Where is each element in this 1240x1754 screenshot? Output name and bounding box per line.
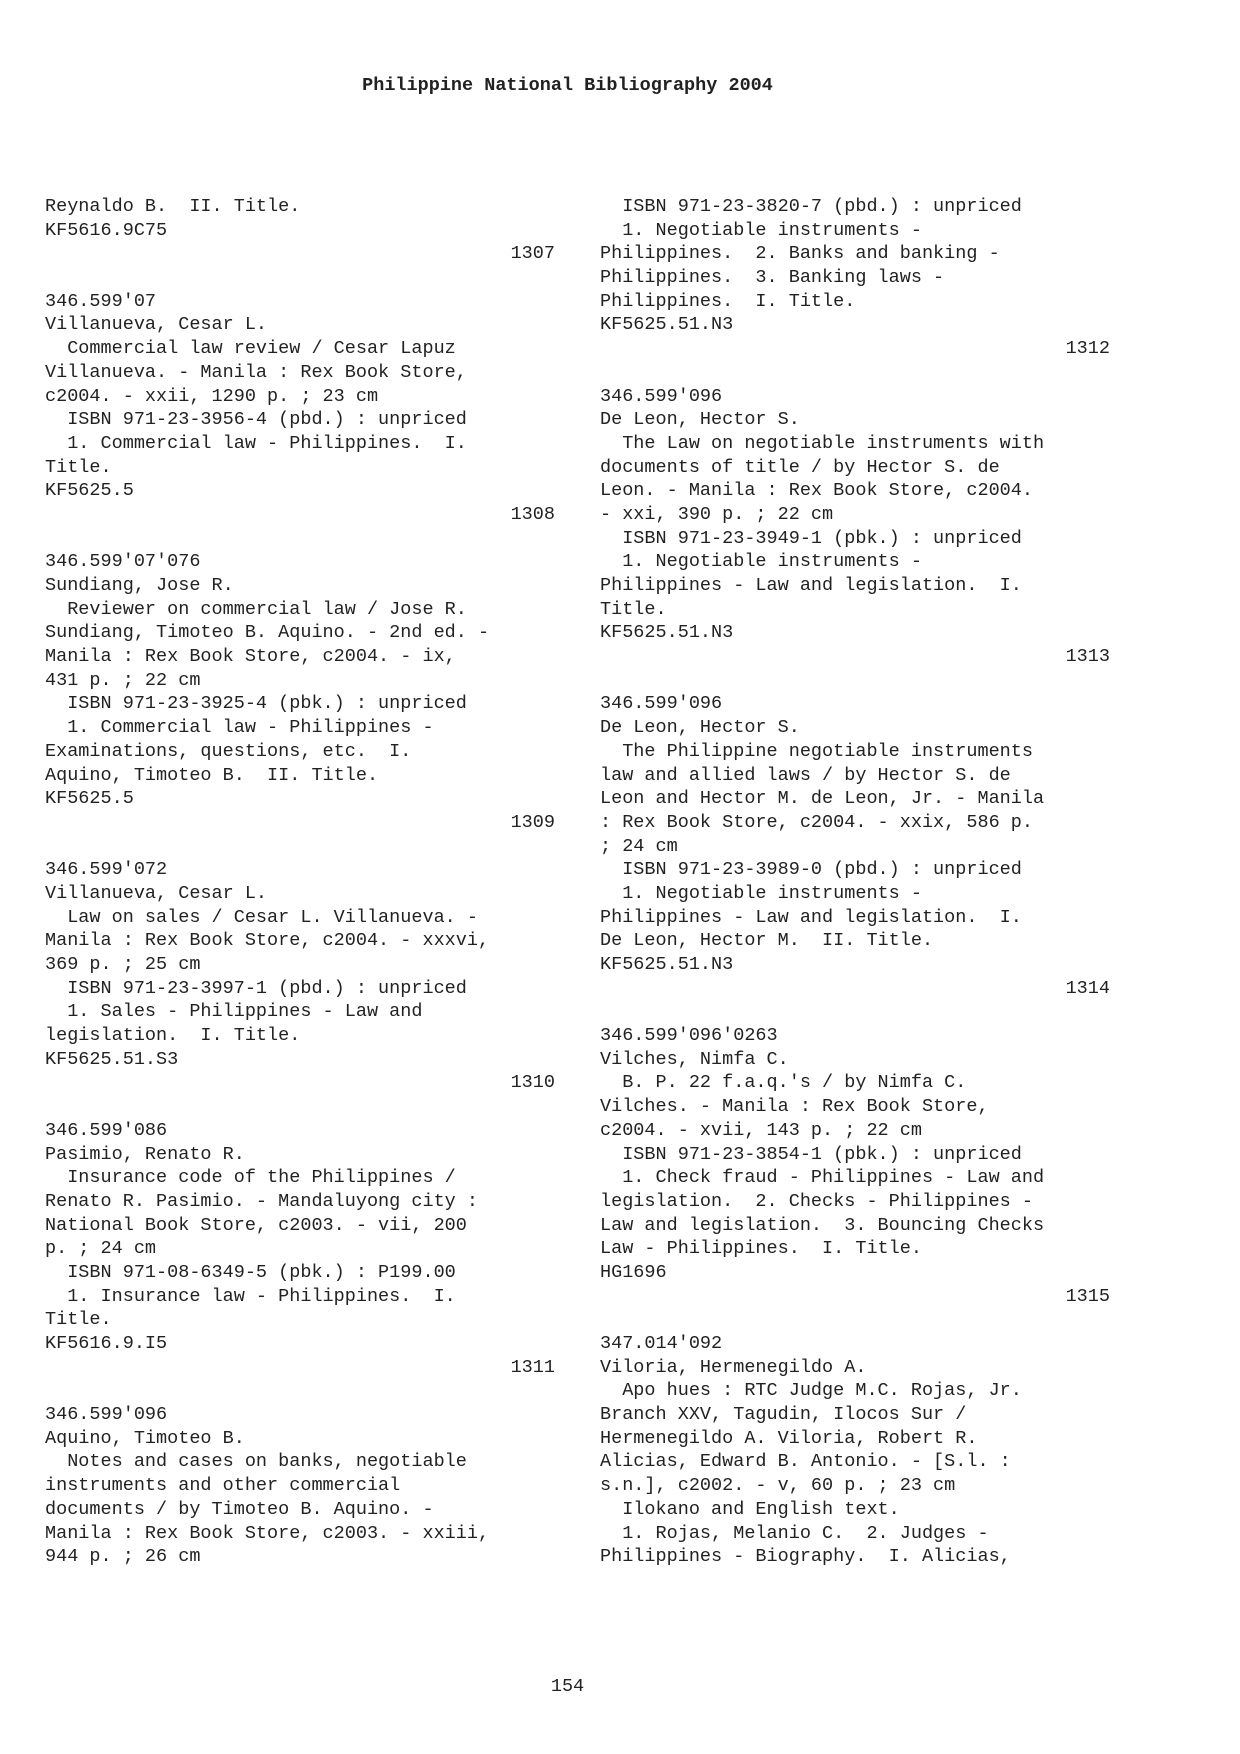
entry-line: KF5625.5 <box>45 480 134 502</box>
entry-line: - xxi, 390 p. ; 22 cm <box>600 503 834 525</box>
entry-line: 1. Negotiable instruments - <box>600 219 922 241</box>
entry-line: 1. Negotiable instruments - <box>600 551 922 573</box>
entry-line: Notes and cases on banks, negotiable <box>45 1451 467 1473</box>
blank-line <box>45 1379 555 1403</box>
entry-line: Philippines. 3. Banking laws - <box>600 267 945 289</box>
entry-line: Commercial law review / Cesar Lapuz <box>45 338 456 360</box>
left-column <box>45 195 555 1569</box>
entry-line: ISBN 971-23-3989-0 (pbd.) : unpriced <box>600 859 1022 881</box>
entry-number: 1314 <box>1065 977 1110 999</box>
entry-line: 346.599'072 <box>45 859 168 881</box>
entry-number: 1309 <box>510 811 555 833</box>
entry-line: ; 24 cm <box>600 835 678 857</box>
entry-line: legislation. I. Title. <box>45 1025 301 1047</box>
entry-line: Philippines. 2. Banks and banking - <box>600 243 1000 265</box>
blank-line <box>45 527 555 551</box>
entry-line: The Law on negotiable instruments with <box>600 432 1045 454</box>
entry-line: Aquino, Timoteo B. <box>45 1427 245 1449</box>
entry-line: 347.014'092 <box>600 1333 723 1354</box>
entry-line: 346.599'086 <box>45 1119 168 1141</box>
entry-line: De Leon, Hector S. <box>600 409 800 431</box>
entry-line: Leon and Hector M. de Leon, Jr. - Manila <box>600 788 1045 810</box>
entry-line: National Book Store, c2003. - vii, 200 <box>45 1214 467 1236</box>
entry-line: c2004. - xxii, 1290 p. ; 23 cm <box>45 385 379 407</box>
entry-line: Philippines. I. Title. <box>600 290 856 312</box>
entry-line: Examinations, questions, etc. I. <box>45 740 412 762</box>
entry-line: 346.599'096'0263 <box>600 1025 778 1047</box>
entry-number: 1315 <box>1065 1285 1110 1307</box>
entry-line: Manila : Rex Book Store, c2004. - xxxvi, <box>45 930 490 952</box>
entry-line: Alicias, Edward B. Antonio. - [S.l. : <box>600 1451 1011 1473</box>
entry-line: Manila : Rex Book Store, c2003. - xxiii, <box>45 1522 490 1544</box>
entry-line: Pasimio, Renato R. <box>45 1143 245 1165</box>
entry-line: 1. Negotiable instruments - <box>600 882 922 904</box>
entry-line: Apo hues : RTC Judge M.C. Rojas, Jr. <box>600 1380 1022 1402</box>
entry-line: Reviewer on commercial law / Jose R. <box>45 598 467 620</box>
entry-line: ISBN 971-23-3820-7 (pbd.) : unpriced <box>600 196 1022 217</box>
entry-line: 346.599'07'076 <box>45 551 201 573</box>
entry-number: 1311 <box>510 1356 555 1378</box>
entry-line: ISBN 971-23-3854-1 (pbk.) : unpriced <box>600 1143 1022 1165</box>
entry-line: legislation. 2. Checks - Philippines - <box>600 1190 1033 1212</box>
entry-line: 944 p. ; 26 cm <box>45 1546 201 1568</box>
entry-line: Villanueva. - Manila : Rex Book Store, <box>45 361 467 383</box>
entry-line: : Rex Book Store, c2004. - xxix, 586 p. <box>600 811 1033 833</box>
entry-line: Law and legislation. 3. Bouncing Checks <box>600 1214 1045 1236</box>
page-number: 154 <box>550 1676 585 1697</box>
entry-line: law and allied laws / by Hector S. de <box>600 764 1011 786</box>
entry-line: Insurance code of the Philippines / <box>45 1167 456 1189</box>
entry-line: Title. <box>45 456 112 478</box>
entry-line: ISBN 971-23-3925-4 (pbk.) : unpriced <box>45 693 467 715</box>
entry-line: KF5616.9.I5 <box>45 1333 168 1354</box>
entry-line: Ilokano and English text. <box>600 1498 900 1520</box>
entry-line: Aquino, Timoteo B. II. Title. <box>45 764 379 786</box>
entry-line: Renato R. Pasimio. - Mandaluyong city : <box>45 1190 478 1212</box>
blank-line <box>45 835 555 859</box>
entry-line: B. P. 22 f.a.q.'s / by Nimfa C. <box>600 1072 967 1094</box>
entry-number: 1310 <box>510 1072 555 1094</box>
right-column <box>600 195 1110 1569</box>
entry-line: HG1696 <box>600 1261 667 1283</box>
entry-line: documents of title / by Hector S. de <box>600 456 1000 478</box>
entry-line: s.n.], c2002. - v, 60 p. ; 23 cm <box>600 1475 956 1497</box>
entry-line: ISBN 971-23-3949-1 (pbk.) : unpriced <box>600 527 1022 549</box>
blank-line <box>600 1000 1110 1024</box>
entry-line: Reynaldo B. II. Title. <box>45 196 301 217</box>
entry-line: De Leon, Hector S. <box>600 717 800 739</box>
entry-line: ISBN 971-23-3997-1 (pbd.) : unpriced <box>45 977 467 999</box>
entry-line: KF5625.51.N3 <box>600 622 734 644</box>
entry-line: KF5625.51.S3 <box>45 1048 179 1070</box>
entry-line: 1. Insurance law - Philippines. I. <box>45 1285 456 1307</box>
entry-line: KF5625.51.N3 <box>600 954 734 975</box>
entry-line: 346.599'096 <box>600 385 723 407</box>
entry-line: 1. Check fraud - Philippines - Law and <box>600 1167 1045 1189</box>
entry-line: Villanueva, Cesar L. <box>45 314 268 336</box>
entry-line: 1. Commercial law - Philippines. I. <box>45 432 467 454</box>
entry-line: Manila : Rex Book Store, c2004. - ix, <box>45 646 456 668</box>
blank-line <box>45 1095 555 1119</box>
entry-line: Philippines - Law and legislation. I. <box>600 575 1022 596</box>
entry-line: c2004. - xvii, 143 p. ; 22 cm <box>600 1119 922 1141</box>
entry-line: 346.599'096 <box>45 1404 168 1426</box>
entry-line: p. ; 24 cm <box>45 1238 157 1260</box>
entry-number: 1313 <box>1065 646 1110 668</box>
blank-line <box>45 266 555 290</box>
entry-line: Viloria, Hermenegildo A. <box>600 1356 867 1378</box>
entry-line: instruments and other commercial <box>45 1475 401 1497</box>
entry-line: Branch XXV, Tagudin, Ilocos Sur / <box>600 1404 967 1426</box>
entry-line: ISBN 971-23-3956-4 (pbd.) : unpriced <box>45 409 467 431</box>
entry-number: 1307 <box>510 243 555 265</box>
entry-line: Title. <box>45 1309 112 1331</box>
entry-line: 346.599'096 <box>600 693 723 715</box>
entry-line: KF5625.51.N3 <box>600 314 734 336</box>
entry-line: Title. <box>600 598 667 620</box>
blank-line <box>600 1308 1110 1332</box>
entry-line: Vilches, Nimfa C. <box>600 1048 789 1070</box>
page-title: Philippine National Bibliography 2004 <box>362 75 773 96</box>
entry-line: KF5625.5 <box>45 788 134 810</box>
entry-line: documents / by Timoteo B. Aquino. - <box>45 1498 434 1520</box>
entry-line: Vilches. - Manila : Rex Book Store, <box>600 1096 989 1118</box>
entry-line: Law on sales / Cesar L. Villanueva. - <box>45 906 478 928</box>
entry-line: Philippines - Biography. I. Alicias, <box>600 1546 1011 1568</box>
entry-line: Sundiang, Timoteo B. Aquino. - 2nd ed. - <box>45 622 490 644</box>
entry-line: 431 p. ; 22 cm <box>45 669 201 691</box>
entry-line: Hermenegildo A. Viloria, Robert R. <box>600 1427 978 1449</box>
entry-line: De Leon, Hector M. II. Title. <box>600 930 934 952</box>
entry-line: Law - Philippines. I. Title. <box>600 1238 922 1260</box>
entry-line: Sundiang, Jose R. <box>45 575 234 596</box>
entry-number: 1308 <box>510 503 555 525</box>
entry-line: 1. Commercial law - Philippines - <box>45 717 434 739</box>
blank-line <box>600 361 1110 385</box>
entry-line: 369 p. ; 25 cm <box>45 954 201 975</box>
entry-line: KF5616.9C75 <box>45 219 168 241</box>
entry-number: 1312 <box>1065 338 1110 360</box>
entry-line: Villanueva, Cesar L. <box>45 882 268 904</box>
entry-line: ISBN 971-08-6349-5 (pbk.) : P199.00 <box>45 1261 456 1283</box>
entry-line: 346.599'07 <box>45 290 157 312</box>
entry-line: Philippines - Law and legislation. I. <box>600 906 1022 928</box>
blank-line <box>600 669 1110 693</box>
entry-line: Leon. - Manila : Rex Book Store, c2004. <box>600 480 1033 502</box>
entry-line: 1. Sales - Philippines - Law and <box>45 1001 423 1023</box>
entry-line: 1. Rojas, Melanio C. 2. Judges - <box>600 1522 989 1544</box>
entry-line: The Philippine negotiable instruments <box>600 740 1033 762</box>
